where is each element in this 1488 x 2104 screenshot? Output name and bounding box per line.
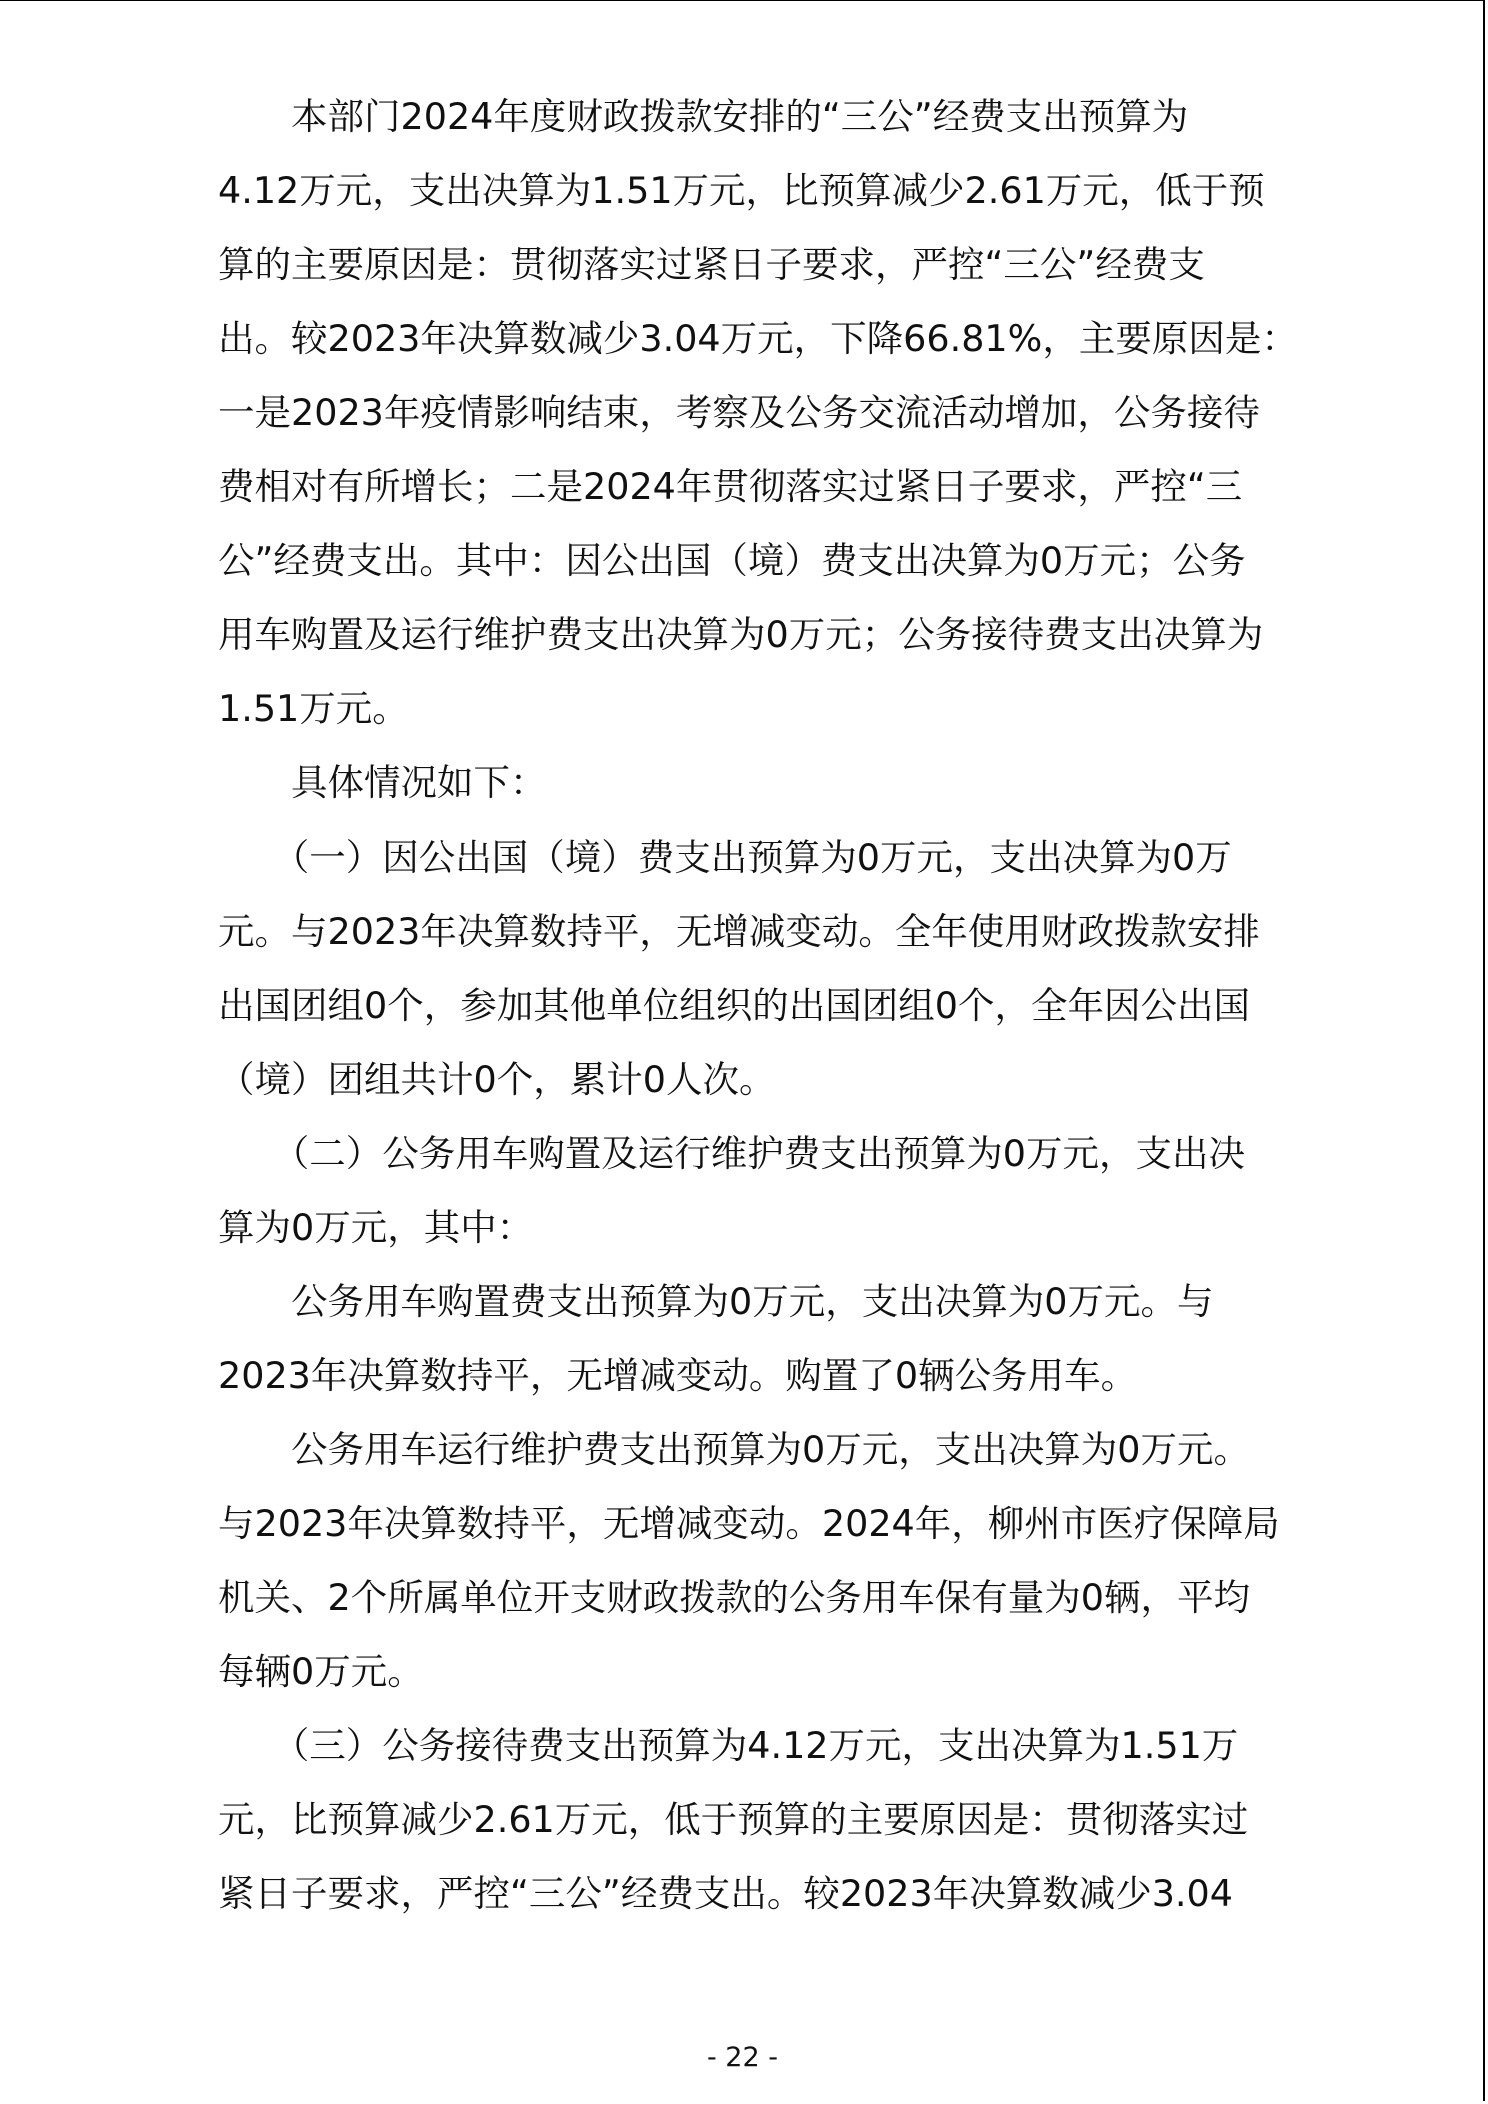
text-line: （二）公务用车购置及运行维护费支出预算为0万元，支出决: [218, 1132, 1245, 1175]
text-line: 公”经费支出。其中：因公出国（境）费支出决算为0万元；公务: [218, 539, 1246, 582]
text-line: 公务用车购置费支出预算为0万元，支出决算为0万元。与: [218, 1280, 1214, 1323]
text-line: 具体情况如下：: [218, 761, 547, 804]
text-line: （一）因公出国（境）费支出预算为0万元，支出决算为0万: [218, 836, 1232, 879]
text-line: 算的主要原因是：贯彻落实过紧日子要求，严控“三公”经费支: [218, 243, 1205, 286]
text-line: 出。较2023年决算数减少3.04万元，下降66.81%，主要原因是：: [218, 317, 1298, 360]
text-line: 出国团组0个，参加其他单位组织的出国团组0个，全年因公出国: [218, 984, 1250, 1027]
text-line: 元，比预算减少2.61万元，低于预算的主要原因是：贯彻落实过: [218, 1798, 1249, 1841]
text-line: 4.12万元，支出决算为1.51万元，比预算减少2.61万元，低于预: [218, 169, 1265, 212]
text-line: 机关、2个所属单位开支财政拨款的公务用车保有量为0辆，平均: [218, 1576, 1250, 1619]
text-line: 每辆0万元。: [218, 1650, 424, 1693]
text-line: 元。与2023年决算数持平，无增减变动。全年使用财政拨款安排: [218, 910, 1260, 953]
text-line: 与2023年决算数持平，无增减变动。2024年，柳州市医疗保障局: [218, 1502, 1280, 1545]
text-line: （境）团组共计0个，累计0人次。: [218, 1058, 776, 1101]
text-line: 用车购置及运行维护费支出决算为0万元；公务接待费支出决算为: [218, 613, 1264, 656]
page-number: - 22 -: [706, 2042, 778, 2073]
text-line: 公务用车运行维护费支出预算为0万元，支出决算为0万元。: [218, 1428, 1250, 1471]
text-line: 本部门2024年度财政拨款安排的“三公”经费支出预算为: [218, 95, 1189, 138]
text-line: 紧日子要求，严控“三公”经费支出。较2023年决算数减少3.04: [218, 1872, 1233, 1915]
text-line: 1.51万元。: [218, 687, 409, 730]
text-line: 费相对有所增长；二是2024年贯彻落实过紧日子要求，严控“三: [218, 465, 1243, 508]
text-line: 算为0万元，其中：: [218, 1206, 534, 1249]
text-line: 2023年决算数持平，无增减变动。购置了0辆公务用车。: [218, 1354, 1138, 1397]
text-line: 一是2023年疫情影响结束，考察及公务交流活动增加，公务接待: [218, 391, 1260, 434]
text-line: （三）公务接待费支出预算为4.12万元，支出决算为1.51万: [218, 1724, 1239, 1767]
